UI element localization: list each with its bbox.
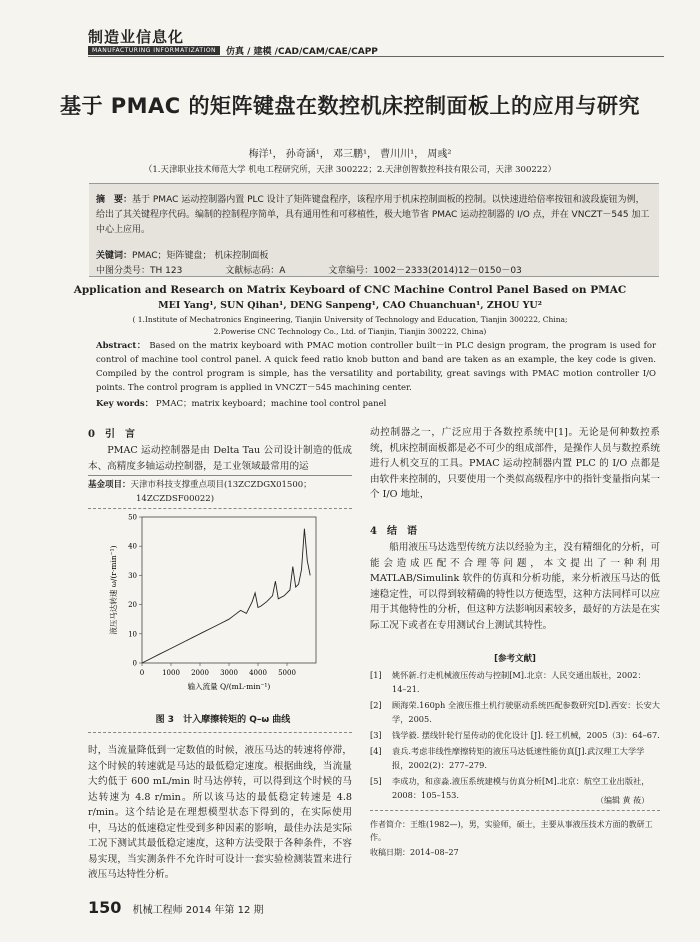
y-tick-label: 10 (128, 630, 137, 639)
page-footer (88, 898, 263, 917)
y-tick-label: 40 (128, 542, 137, 551)
body-left-lower: 时，当流量降低到一定数值的时候，液压马达的转速将停滞，这个时候的转速就是马达的最低稳定速度。根据曲线，当流量大约低于 600 mL/min 时马达停转，可以得到这个时候的马达转速为 4.8 r/min。所以该马达的最低稳定转速是 4.8 r/min。这个结论是在理想模型状态下得到的，在实际使用中，马达的低速稳定性受到多种因素的影响，最佳办法是实际工况下测试其最低稳定速度，这种方法受限于各种条件，不容易实现，当实测条件不允许时可设计一套实验检测装置来进行液压马达特性分析。 (88, 745, 352, 880)
clc-number: 中图分类号：TH 123 (96, 266, 183, 276)
reference-text: 李成功，和彦淼.液压系统建模与仿真分析[M].北京：航空工业出版社，2008：105–153. (392, 776, 650, 800)
reference-text: 顾海荣.160ph 全液压推土机行驶驱动系统匹配参数研究[D].西安：长安大学，2005. (392, 700, 660, 724)
page-number: 150 (88, 898, 122, 917)
reference-item (370, 744, 660, 772)
english-keywords-label: Key words： (96, 399, 154, 409)
figure-caption: 图 3 计入摩擦转矩的 Q–ω 曲线 (155, 715, 291, 725)
english-affiliation-1: ( 1.Institute of Mechatronics Engineering, Tianjin University of Technology and Education, Tianjin 300222, China; (132, 315, 568, 324)
english-keywords-text: PMAC；matrix keyboard；machine tool control panel (155, 399, 387, 409)
y-tick-label: 0 (132, 659, 137, 668)
authors: 梅洋¹， 孙奇涵¹， 邓三鹏¹， 曹川川¹， 周彧² (248, 149, 452, 160)
reference-list (370, 668, 660, 804)
keywords-cn (96, 248, 268, 261)
y-tick-label: 30 (128, 571, 137, 580)
x-axis-label: 输入流量 Q/(mL·min⁻¹) (187, 682, 271, 691)
received-date: 收稿日期：2014–08–27 (370, 848, 459, 857)
journal-category: 仿真 / 建模 /CAD/CAM/CAE/CAPP (226, 47, 378, 57)
reference-number: [4] (370, 746, 382, 756)
reference-number: [5] (370, 776, 382, 786)
reference-item (370, 728, 660, 742)
english-abstract (96, 339, 656, 395)
note-divider (370, 810, 660, 811)
reference-number: [2] (370, 700, 382, 710)
references-heading: [参考文献] (494, 654, 536, 664)
page-title: 基于 PMAC 的矩阵键盘在数控机床控制面板上的应用与研究 (59, 94, 641, 118)
fund-text: 天津市科技支撑重点项目(13ZCZDGX01500； (130, 480, 312, 490)
english-keywords (96, 397, 386, 409)
intro-right-paragraph: 动控制器之一，广泛应用于各数控系统中[1]。无论是何种数控系统，机床控制面板都是必不可少的组成部件，是操作人员与数控系统进行人机交互的工具。PMAC 运动控制器内置 PLC 的 I/O 点都是由软件来控制的，只要使用一个类似高级程序中的指针变量指向某一个 I/O 地址， (370, 427, 660, 500)
figure-divider (88, 732, 352, 733)
author-note: 作者简介：王维(1982—)，男，实验师，硕士，主要从事液压技术方面的教研工作。 (370, 820, 653, 842)
y-tick-label: 50 (128, 513, 137, 522)
abstract-cn (96, 193, 652, 238)
classification-row (96, 263, 562, 276)
journal-brand: 制造业信息化 (88, 28, 185, 46)
intro-paragraph: PMAC 运动控制器是由 Delta Tau 公司设计制造的低成本、高精度多轴运动控制器，是工业领域最常用的运 (88, 445, 352, 472)
journal-issue: 机械工程师 2014 年第 12 期 (132, 905, 264, 916)
keywords-text: PMAC；矩阵键盘； 机床控制面板 (132, 251, 269, 261)
keywords-label: 关键词： (96, 251, 133, 261)
y-axis-label: 液压马达转速 ω/(r·min⁻¹) (109, 545, 118, 635)
editor-note: （编辑 黄 莜） (596, 796, 650, 805)
reference-number: [3] (370, 730, 382, 740)
english-abstract-label: Abstract： (96, 341, 147, 351)
doc-code: 文献标志码：A (225, 266, 286, 276)
english-abstract-text: Based on the matrix keyboard with PMAC motion controller built－in PLC design program, the program is used for control of machine tool control panel. A quick feed ratio knob button and band are taken as an example, the key code is given. Compiled by the control program is simple, has the versatility and portability, great savings with PMAC motion controller I/O points. The control program is applied in VNCZT－545 machining center. (96, 341, 657, 393)
fund-note (88, 478, 312, 506)
conclusion-text: 船用液压马达选型传统方法以经验为主，没有精细化的分析，可能会造成匹配不合理等问题，本文提出了一种利用 MATLAB/Simulink 软件的仿真和分析功能，来分析液压马达的低速稳定性，可以得到较精确的特性以方便选型，这种方法同样可以应用于其他特性的分析，但这种方法影响因素较多，最好的方法是在实际工况下或者在专用测试台上测试其特性。 (370, 542, 660, 631)
reference-text: 姚怀新.行走机械液压传动与控制[M].北京：人民交通出版社，2002：14–21. (392, 670, 646, 694)
english-authors: MEI Yang¹, SUN Qihan¹, DENG Sanpeng¹, CAO Chuanchuan¹, ZHOU YU² (158, 300, 542, 311)
abstract-text: 基于 PMAC 运动控制器内置 PLC 设计了矩阵键盘程序，该程序用于机床控制面板的控制。以快速进给倍率按钮和波段旋钮为例，给出了其关键程序代码。编制的控制程序简单，具有通用性和可移植性，极大地节省 PMAC 运动控制器的 I/O 点，并在 VNCZT－545 加工中心上应用。 (96, 195, 650, 235)
x-tick-label: 0 (139, 669, 145, 677)
fund-label: 基金项目： (88, 480, 131, 490)
reference-text: 钱学毅. 摆线针轮行星传动的优化设计 [J]. 轻工机械，2005（3)：64–67. (392, 730, 660, 740)
series-line (142, 529, 310, 663)
x-tick-label: 3000 (220, 669, 238, 677)
english-affiliation-2: 2.Powerise CNC Technology Co., Ltd. of Tianjin, Tianjin 300222, China) (213, 327, 487, 336)
header-rule (88, 56, 664, 57)
affiliation: （1.天津职业技术师范大学 机电工程研究所，天津 300222；2.天津创智数控科技有限公司，天津 300222） (143, 165, 557, 175)
reference-text: 袁兵.考虑非线性摩擦转矩的液压马达低速性能仿真[J].武汉理工大学学报，2002(2)：277–279. (392, 746, 645, 770)
x-tick-label: 1000 (162, 669, 180, 677)
figure-chart (94, 505, 354, 705)
y-tick-label: 20 (128, 601, 137, 610)
reference-number: [1] (370, 670, 382, 680)
article-number: 文章编号：1002－2333(2014)12－0150－03 (328, 266, 522, 276)
intro-heading: 0 引 言 (88, 429, 135, 440)
x-tick-label: 2000 (191, 669, 209, 677)
conclusion-heading: 4 结 语 (370, 526, 417, 537)
journal-brand-en: MANUFACTURING INFORMATIZATION (88, 46, 220, 55)
footnote-rule (88, 475, 352, 476)
abstract-label: 摘 要： (96, 195, 133, 205)
reference-item (370, 668, 660, 696)
x-tick-label: 5000 (278, 669, 296, 677)
x-tick-label: 4000 (249, 669, 267, 677)
fund-text-2: 14ZCZDSF00022) (136, 494, 215, 504)
english-title: Application and Research on Matrix Keyboard of CNC Machine Control Panel Based on PMAC (73, 284, 627, 296)
reference-item (370, 698, 660, 726)
